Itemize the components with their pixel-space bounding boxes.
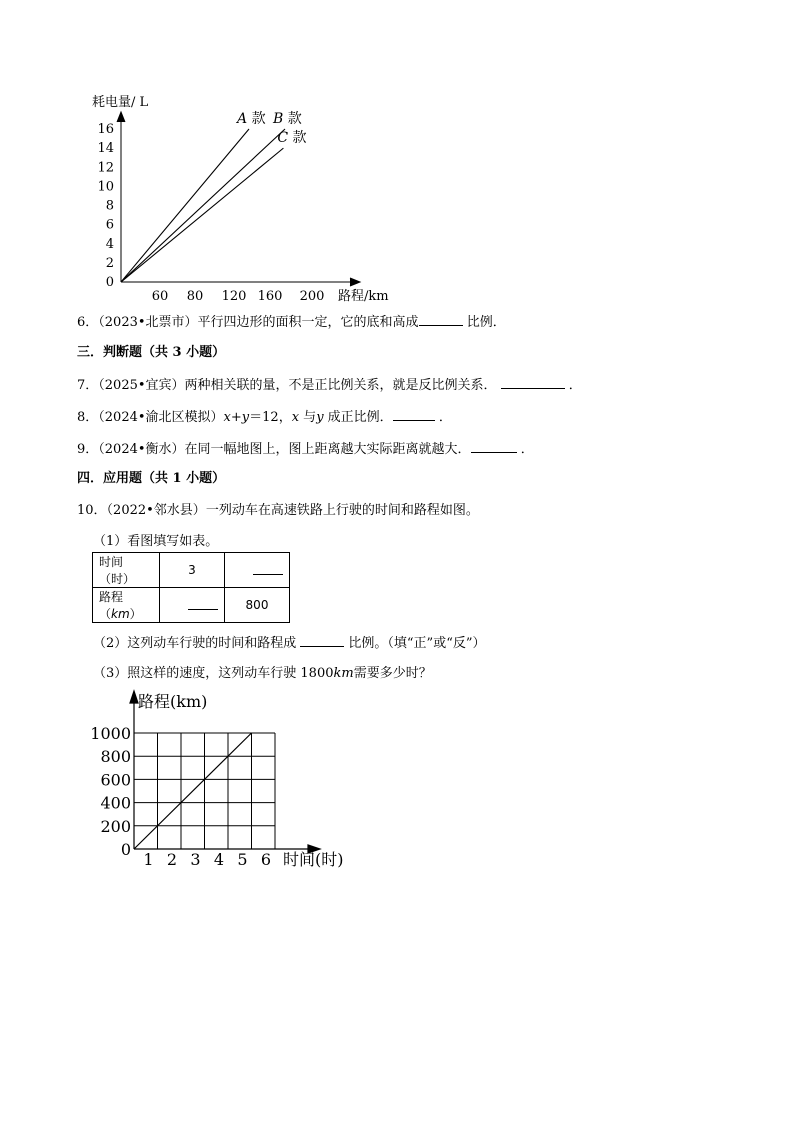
distance-chart-ytick: 400 <box>100 793 131 813</box>
question-8-blank[interactable] <box>393 408 435 421</box>
question-10-sub2-blank[interactable] <box>300 634 344 647</box>
distance-chart-ylabel: 路程(km) <box>138 692 208 711</box>
table-cell-time-1: 3 <box>160 553 225 588</box>
question-7-tail: ． <box>564 378 582 393</box>
fuel-chart-line-c <box>121 148 283 282</box>
question-10-text: 一列动车在高速铁路上行驶的时间和路程如图。 <box>205 503 479 518</box>
question-6 <box>77 311 506 330</box>
question-8 <box>77 406 452 425</box>
fuel-chart-line-b <box>121 129 285 282</box>
table-label-time: 时间（时） <box>93 553 160 588</box>
question-9-blank[interactable] <box>471 440 517 453</box>
fuel-chart-label-b: B 款 <box>273 111 302 127</box>
question-6-text: 平行四边形的面积一定，它的底和高成 <box>197 315 419 330</box>
question-8-text: 成正比例． <box>323 410 393 425</box>
table-label-distance-unit: km <box>111 607 130 621</box>
table-label-distance-close: ） <box>129 607 142 621</box>
distance-chart-xtick: 3 <box>190 850 201 869</box>
table-cell-distance-1[interactable] <box>160 588 225 623</box>
fuel-chart-ytick: 0 <box>105 275 114 290</box>
question-10-number: 10． <box>77 503 107 518</box>
distance-chart-xtick: 4 <box>213 850 225 869</box>
fuel-chart-ytick: 10 <box>97 179 114 195</box>
question-10-sub3 <box>93 662 432 681</box>
fuel-chart-xtick: 200 <box>299 289 325 304</box>
question-10-sub2-tail: 比例。（填“正”或“反”） <box>344 636 486 651</box>
table-row-time <box>93 553 290 588</box>
fuel-chart-xlabel: 路程/km <box>338 289 389 304</box>
table-label-distance <box>93 588 160 623</box>
distance-chart-ytick: 800 <box>100 747 131 767</box>
question-8-tail: ． <box>434 410 452 425</box>
question-8-var-x: x <box>223 410 231 425</box>
question-8-number: 8． <box>77 410 99 425</box>
fuel-chart-ytick: 2 <box>105 255 114 271</box>
fuel-chart-ytick: 14 <box>97 141 114 157</box>
fuel-chart-ytick: 12 <box>97 160 114 176</box>
question-8-with: 与 <box>299 410 317 425</box>
distance-chart-ytick: 600 <box>100 770 131 790</box>
fuel-chart-xtick: 80 <box>186 289 204 304</box>
question-8-eq: ＝12， <box>249 410 292 425</box>
fuel-chart-ytick: 4 <box>105 236 114 252</box>
fuel-chart-line-a <box>121 129 249 282</box>
question-10-sub3-unit: km <box>333 666 354 681</box>
fuel-chart-label-c: C 款 <box>277 130 307 147</box>
distance-chart-ytick: 1000 <box>90 724 131 743</box>
section-3-heading: 三．判断题（共 3 小题） <box>77 345 226 360</box>
fuel-chart-ytick: 8 <box>105 198 114 214</box>
fuel-chart <box>80 88 420 308</box>
fuel-chart-axes <box>117 112 360 286</box>
distance-chart <box>90 685 370 875</box>
question-7-text: 两种相关联的量，不是正比例关系，就是反比例关系． <box>184 378 497 393</box>
question-6-blank[interactable] <box>419 313 463 326</box>
table-cell-distance-2: 800 <box>225 588 290 623</box>
question-8-var-y2: y <box>316 410 324 425</box>
distance-chart-ytick: 200 <box>100 816 131 836</box>
question-9-text: 在同一幅地图上，图上距离越大实际距离就越大． <box>184 442 471 457</box>
question-9-tail: ． <box>516 442 534 457</box>
section-4-heading: 四．应用题（共 1 小题） <box>77 471 226 486</box>
fuel-chart-xtick: 60 <box>151 289 169 304</box>
question-10-sub3-tail: 需要多少时？ <box>353 666 432 681</box>
question-9 <box>77 438 534 457</box>
question-10-sub1: （1）看图填写如表。 <box>93 534 219 549</box>
question-9-source: （2024•衡水） <box>98 442 185 457</box>
distance-chart-xtick: 6 <box>260 850 272 869</box>
distance-chart-ytick: 0 <box>120 840 131 859</box>
table-label-distance-text: 路程（ <box>99 590 124 621</box>
fuel-chart-ytick: 16 <box>97 122 114 137</box>
question-6-number: 6． <box>77 315 99 330</box>
question-9-number: 9． <box>77 442 99 457</box>
fuel-chart-xtick: 160 <box>257 289 283 304</box>
time-distance-table <box>92 552 290 623</box>
fuel-chart-label-a: A 款 <box>237 111 266 127</box>
question-6-source: （2023•北票市） <box>98 315 198 330</box>
question-8-source: （2024•渝北区模拟） <box>98 410 224 425</box>
fuel-chart-xtick: 120 <box>221 289 247 304</box>
question-8-plus: + <box>230 410 242 425</box>
question-10-sub2 <box>93 632 486 651</box>
question-8-var-y: y <box>241 410 250 425</box>
question-10-sub2-text: （2）这列动车行驶的时间和路程成 <box>93 636 297 651</box>
question-7 <box>77 374 582 393</box>
question-10-source: （2022•邻水县） <box>106 503 206 518</box>
question-8-var-x2: x <box>291 410 300 425</box>
question-7-blank[interactable] <box>501 376 565 389</box>
fuel-chart-ytick: 6 <box>105 217 114 233</box>
fuel-chart-ylabel: 耗电量/ L <box>92 95 149 110</box>
question-6-tail: 比例． <box>462 315 506 330</box>
question-10 <box>77 499 479 518</box>
table-blank-time[interactable] <box>253 562 283 575</box>
distance-chart-xlabel: 时间(时) <box>283 850 344 869</box>
table-cell-time-2[interactable] <box>225 553 290 588</box>
question-7-number: 7． <box>77 378 99 393</box>
distance-chart-xtick: 1 <box>143 850 154 869</box>
distance-chart-xtick: 2 <box>166 850 178 869</box>
distance-chart-line <box>134 733 252 849</box>
table-blank-distance[interactable] <box>188 597 218 610</box>
distance-chart-axes <box>130 691 320 853</box>
question-7-source: （2025•宜宾） <box>98 378 185 393</box>
question-10-sub3-text: （3）照这样的速度，这列动车行驶 1800 <box>93 666 334 681</box>
table-row-distance <box>93 588 290 623</box>
distance-chart-xtick: 5 <box>237 850 248 869</box>
